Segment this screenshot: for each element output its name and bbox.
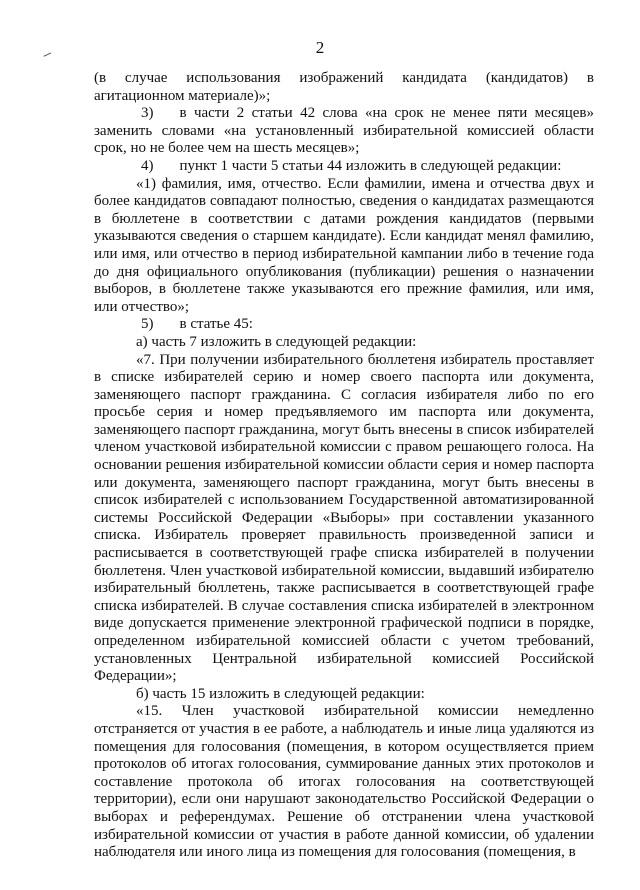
paragraph-continuation: (в случае использования изображений кандидата (кандидатов) в агитационном материале)»; <box>94 70 594 104</box>
list-item-5 <box>94 316 594 334</box>
list-item-3 <box>94 105 594 158</box>
list-text: в статье 45: <box>179 316 253 333</box>
list-text: пункт 1 части 5 статьи 44 изложить в следующей редакции: <box>179 157 562 174</box>
list-item-4 <box>94 158 594 176</box>
document-body <box>94 70 594 862</box>
paragraph-quote-7: «7. При получении избирательного бюллетеня избиратель проставляет в списке избирателей серию и номер своего паспорта или документа, заменяющего паспорт гражданина. С согласия избирателя либо по его просьбе серия и номер предъявляемого им паспорта или документа, заменяющего паспорт гражданина, могут быть внесены в список избирателей членом участковой избирательной комиссии с правом решающего голоса. На основании решения избирательной комиссии области серия и номер паспорта или документа, заменяющего паспорт гражданина, могут быть внесены в список избирателей с использованием Государственной автоматизированной системы Российской Федерации «Выборы» при составлении указанного списка. Избиратель проверяет правильность произведенной записи и расписывается в соответствующей графе списка избирателей в получении бюллетеня. Член участковой избирательной комиссии, выдавший избирателю избирательный бюллетень, также расписывается в соответствующей графе списка избирателей. В случае составления списка избирателей в электронном виде допускается применение электронной графической подписи в порядке, определенном избирательной комиссией области с учетом требований, установленных Центральной избирательной комиссией Российской Федерации»; <box>94 351 594 685</box>
page-number: 2 <box>315 38 325 57</box>
list-text: в части 2 статьи 42 слова «на срок не менее пяти месяцев» заменить словами «на установленный избирательной комиссией области срок, но не более чем на шесть месяцев»; <box>94 105 594 157</box>
paragraph-quote-15: «15. Член участковой избирательной комиссии немедленно отстраняется от участия в ее работе, а наблюдатель и иные лица удаляются из помещения для голосования (помещения, в котором осуществляется прием протоколов об итогах голосования, суммирование данных этих протоколов и составление протокола об итогах голосования на соответствующей территории), если они нарушают законодательство Российской Федерации о выборах и референдумах. Решение об отстранении члена участковой избирательной комиссии от участия в работе данной комиссии, об удалении наблюдателя или иного лица из помещения для голосования (помещения, в <box>94 703 594 861</box>
list-number: 4) <box>141 157 154 174</box>
paragraph-subitem-b: б) часть 15 изложить в следующей редакции: <box>136 685 425 702</box>
list-number: 5) <box>141 316 154 333</box>
paragraph-quote-1: «1) фамилия, имя, отчество. Если фамилии, имена и отчества двух и более кандидатов совпадают полностью, сведения о кандидатах размещаются в бюллетене в соответствии с датами рождения кандидатов (первыми указываются сведения о старшем кандидате). Если кандидат менял фамилию, или имя, или отчество в период избирательной кампании либо в течение года до дня официального опубликования (публикации) решения о назначении выборов, в бюллетене также указываются его прежние фамилия, или имя, или отчество»; <box>94 175 594 315</box>
list-number: 3) <box>141 105 154 122</box>
paragraph-subitem-a: а) часть 7 изложить в следующей редакции: <box>136 333 417 350</box>
